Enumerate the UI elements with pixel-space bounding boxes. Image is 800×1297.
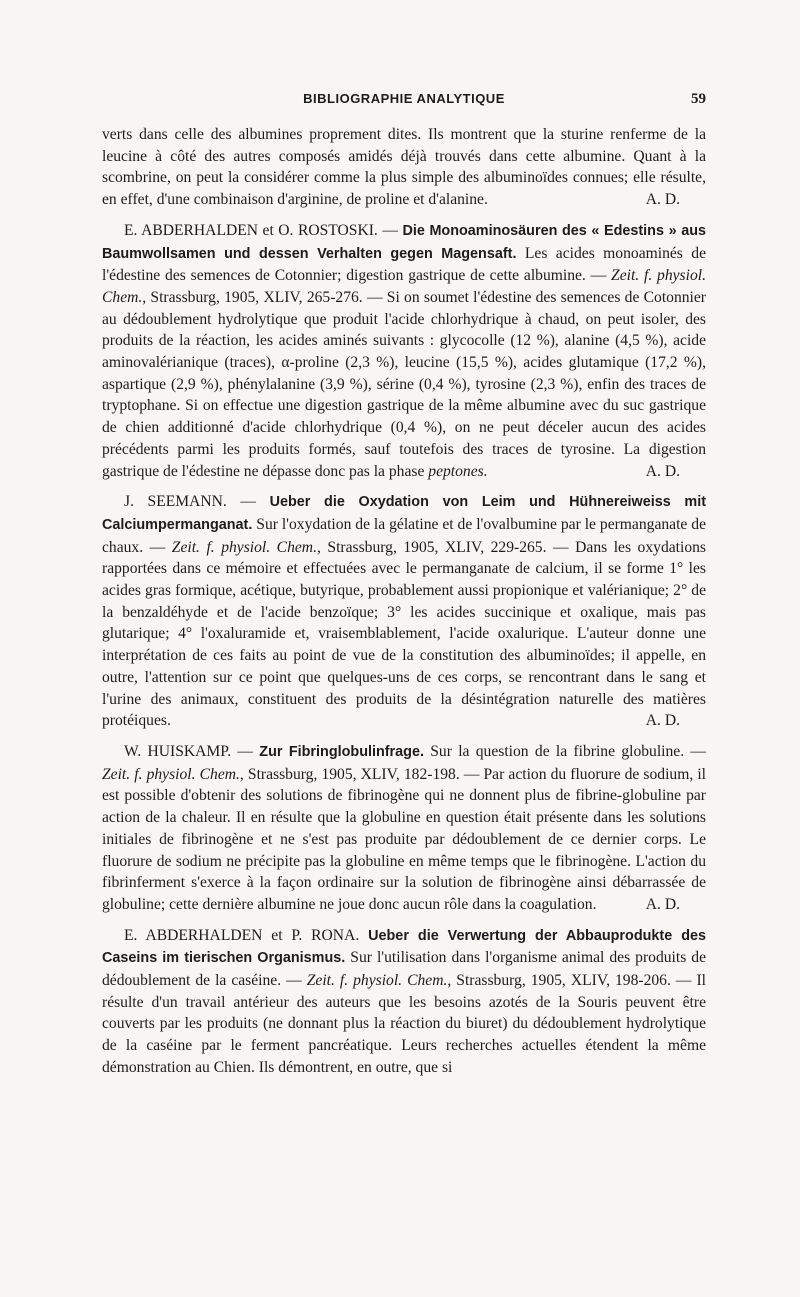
- entry-text: , Strassburg, 1905, XLIV, 198-206. — Il résulte d'un travail antérieur des auteurs que les besoins azotés de la Souris peuvent être couverts par les produits (ne donnant plus la réaction du biuret) du dédoublement hydrolytique de la caséine par le ferment pancréatique. Leurs recherches actuelles étendent la même démonstration au Chien. Ils démontrent, en outre, que si: [102, 972, 706, 1076]
- entry-journal: Zeit. f. physiol. Chem.: [306, 972, 448, 990]
- entry-seemann: [102, 491, 706, 732]
- entry-journal: Zeit. f. physiol. Chem.: [102, 765, 240, 783]
- entry-italic-end: peptones.: [428, 462, 488, 480]
- entry-abderhalden-rona: [102, 925, 706, 1079]
- entry-continuation: [102, 124, 706, 211]
- entry-signoff: A. D.: [645, 191, 680, 209]
- entry-text: , Strassburg, 1905, XLIV, 229-265. — Dans les oxydations rapportées dans ce mémoire et effectuées avec le permanganate de calcium, il se forme 1° les acides gras formique, acétique, butyrique, probablement aussi propionique et valérianique; 2° de la benzaldéhyde et de l'acide benzoïque; 3° les acides succinique et oxalique, mais pas glutarique; 4° l'oxaluramide et, vraisemblablement, l'acide oxalurique. L'auteur donne une interprétation de ces faits au point de vue de la constitution des albuminoïdes; il appelle, en outre, l'attention sur ce point que quelques-uns de ces corps, se rencontrant dans le sang et l'urine des animaux, constituent des produits de la désintégration naturelle des matières protéiques.: [102, 538, 706, 730]
- entry-title: Zur Fibringlobulinfrage.: [259, 743, 424, 760]
- entry-authors: E. ABDERHALDEN et P. RONA.: [124, 926, 369, 944]
- running-head: BIBLIOGRAPHIE ANALYTIQUE: [303, 91, 505, 106]
- entry-title: Die Monoaminosäuren des « Edestins » aus Baumwollsamen und dessen Verhalten gegen Magensaft.: [102, 222, 706, 262]
- entry-text: Sur l'oxydation de la gélatine et de l'ovalbumine par le permanganate de chaux. —: [102, 515, 706, 556]
- entry-title: Ueber die Verwertung der Abbauprodukte des Caseins im tierischen Organismus.: [102, 927, 706, 967]
- entry-text: Les acides monoaminés de l'édestine des semences de Cotonnier; digestion gastrique de cette albumine. —: [102, 244, 707, 285]
- entry-authors: J. SEEMANN. —: [124, 493, 270, 511]
- entry-title: Ueber die Oxydation von Leim und Hühnereiweiss mit Calciumpermanganat.: [102, 494, 706, 533]
- entry-text: Sur l'utilisation dans l'organisme animal des produits de dédoublement de la caséine. —: [102, 949, 706, 990]
- entry-text: , Strassburg, 1905, XLIV, 182-198. — Par action du fluorure de sodium, il est possible d'obtenir des solutions de fibrinogène qui ne donnent plus de fibrine-globuline par action de la chaleur. Il en résulte que la globuline en question était présente dans les solutions initiales de fibrinogène et ne s'est pas produite par dédoublement de ce dernier corps. Le fluorure de sodium ne précipite pas la globuline en même temps que le fibrinogène. L'action du fibrinferment s'exerce à la façon ordinaire sur la solution de fibrinogène ainsi débarrassée de globuline; cette dernière albumine ne joue donc aucun rôle dans la coagulation.: [102, 765, 706, 913]
- entry-abderhalden-rostoski: [102, 220, 706, 482]
- entry-signoff: A. D.: [645, 462, 680, 480]
- entry-text: verts dans celle des albumines proprement dites. Ils montrent que la sturine renferme de la leucine à côté des autres composés amidés déjà trouvés dans cette albumine. Quant à la scombrine, on peut la considérer comme la plus simple des albuminoïdes connues; elle résulte, en effet, d'une combinaison d'arginine, de proline et d'alanine.: [102, 126, 706, 209]
- page-body: [102, 124, 706, 1079]
- entry-authors: W. HUISKAMP. —: [124, 742, 260, 760]
- entry-text: Sur la question de la fibrine globuline. —: [423, 742, 707, 760]
- entry-journal: Zeit. f. physiol. Chem.: [171, 538, 317, 556]
- page-header: [102, 88, 706, 110]
- page-number: 59: [691, 91, 706, 107]
- entry-signoff: A. D.: [645, 712, 680, 730]
- entry-journal: Zeit. f. physiol. Chem.: [102, 267, 706, 306]
- entry-text: , Strassburg, 1905, XLIV, 265-276. — Si on soumet l'édestine des semences de Cotonnier au dédoublement hydrolytique que produit l'acide chlorhydrique à chaud, on peut isoler, des produits de la réaction, les acides aminés suivants : glycocolle (12 %), alanine (4,5 %), acide aminovalérianique (traces), α-proline (2,3 %), leucine (15,5 %), acides glutamique (17,2 %), aspartique (2,9 %), phénylalanine (3,9 %), sérine (0,4 %), tyrosine (2,3 %), enfin des traces de tryptophane. Si on effectue une digestion gastrique de la même albumine avec du suc gastrique de chien additionné d'acide chlorhydrique (0,4 %), on ne peut déceler aucun des acides précédents parmi les produits formés, sauf toutefois des traces de tyrosine. La digestion gastrique de l'édestine ne dépasse donc pas la phase: [102, 288, 706, 480]
- entry-huiskamp: [102, 741, 706, 916]
- entry-signoff: A. D.: [645, 895, 680, 913]
- entry-authors: E. ABDERHALDEN et O. ROSTOSKI. —: [124, 221, 403, 239]
